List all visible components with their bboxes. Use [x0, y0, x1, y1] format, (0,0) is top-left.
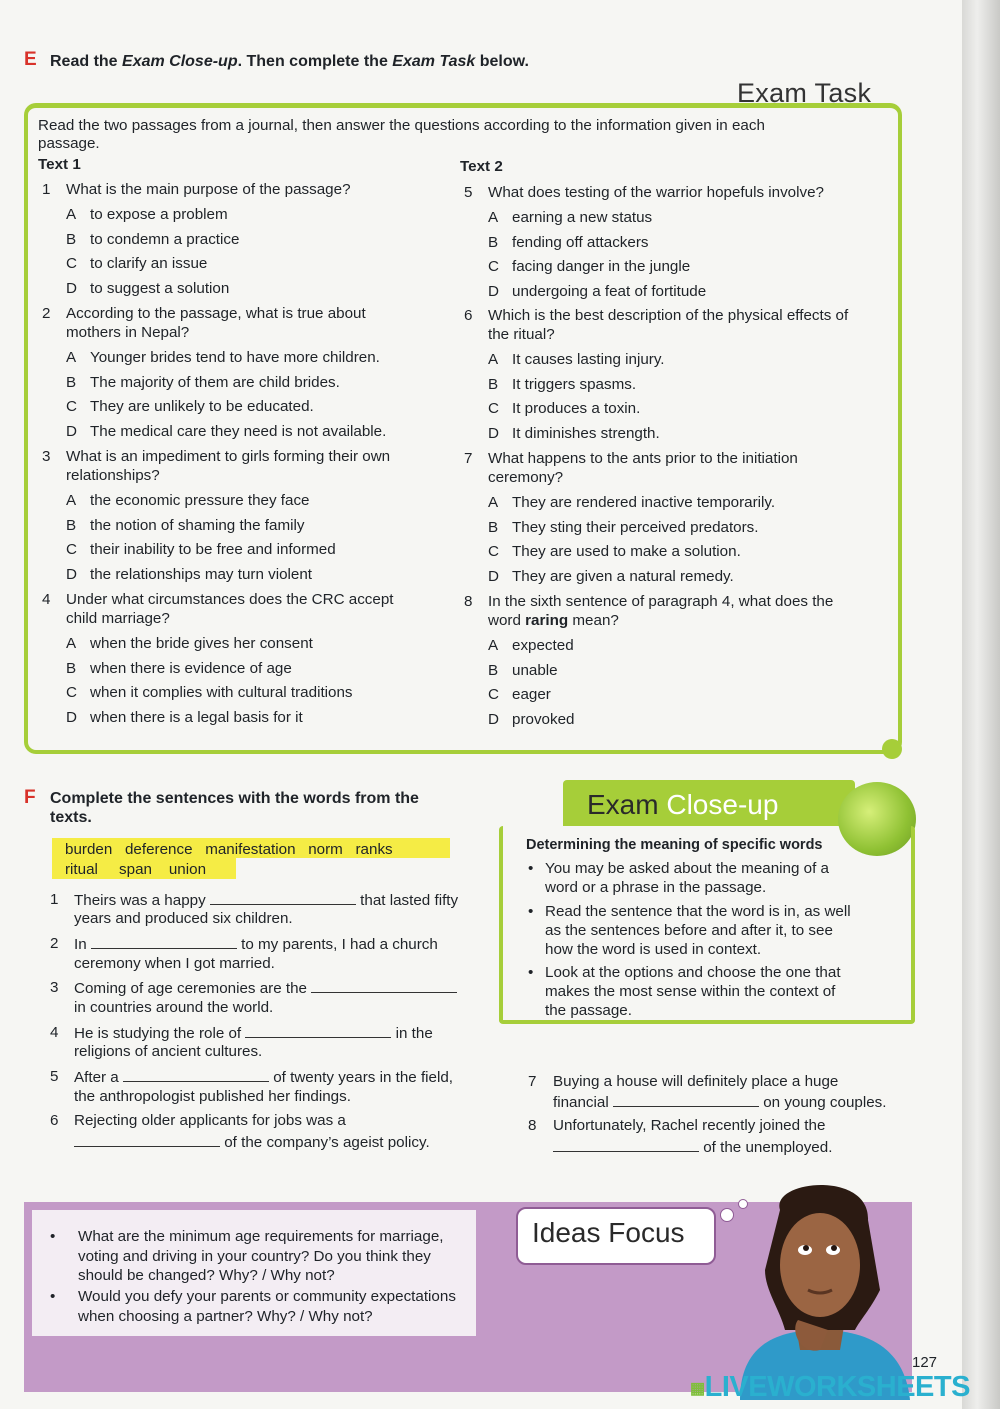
question-stem-text: relationships?: [66, 467, 160, 484]
option-letter: D: [488, 425, 499, 443]
option-text: It causes lasting injury.: [512, 351, 665, 368]
question-6-option-c[interactable]: [488, 399, 640, 418]
question-2-option-b[interactable]: [66, 373, 340, 392]
option-letter: A: [488, 209, 499, 226]
question-3-stem: [66, 447, 390, 466]
instr-text: . Then complete the: [237, 53, 393, 70]
option-text: the relationships may turn violent: [90, 566, 313, 584]
question-2-stem: [66, 323, 189, 342]
question-stem-text: the ritual?: [488, 326, 555, 343]
sentence-8-line2: [553, 1137, 832, 1157]
sentence-2-line2: ceremony when I got married.: [74, 955, 275, 972]
instr-text: below.: [475, 53, 529, 70]
bullet-icon: •: [528, 860, 534, 877]
option-text: It produces a toxin.: [512, 400, 641, 418]
blank-input[interactable]: [553, 1137, 699, 1152]
question-2-option-c[interactable]: [66, 397, 314, 416]
option-letter: B: [66, 230, 77, 248]
option-letter: B: [488, 661, 499, 679]
ideas-bullet-text: Would you defy your parents or community expectations: [78, 1288, 456, 1305]
option-text: It diminishes strength.: [512, 425, 660, 443]
question-2-stem: [66, 304, 366, 323]
section-e-letter: E: [24, 49, 37, 70]
blank-input[interactable]: [74, 1132, 220, 1147]
question-4-option-a[interactable]: [66, 634, 313, 653]
question-8-option-c[interactable]: [488, 685, 551, 704]
sentence-text: Coming of age ceremonies are the: [74, 980, 308, 997]
sentence-3-line2: in countries around the world.: [74, 999, 274, 1016]
closeup-bullet-text: word or a phrase in the passage.: [545, 879, 767, 896]
word-ritual: ritual: [65, 861, 98, 878]
sentence-text: in the: [395, 1025, 433, 1042]
option-letter: B: [66, 516, 77, 534]
option-text: They are unlikely to be educated.: [90, 398, 314, 416]
closeup-title-part2: Close-up: [666, 789, 779, 820]
word-burden: burden: [65, 841, 113, 858]
option-letter: C: [488, 258, 499, 276]
question-stem-text: mean?: [568, 612, 619, 629]
option-letter: C: [488, 543, 499, 561]
option-text: to clarify an issue: [90, 255, 208, 273]
question-3-option-b[interactable]: [66, 516, 304, 535]
question-number: 5: [464, 184, 473, 201]
ideas-bullet-text: should be changed? Why? / Why not?: [78, 1267, 335, 1284]
question-stem-text: According to the passage, what is true about: [66, 305, 366, 322]
exam-task-intro-2: passage.: [38, 135, 100, 152]
option-text: expected: [512, 637, 574, 654]
sentence-text: of the unemployed.: [703, 1139, 833, 1156]
word-bank-line2: [65, 860, 206, 879]
thinking-person-image: [720, 1170, 920, 1400]
page-edge: [962, 0, 1000, 1409]
blank-input[interactable]: [210, 890, 356, 905]
option-letter: C: [488, 686, 499, 704]
option-text: unable: [512, 661, 558, 679]
question-stem-text: In the sixth sentence of paragraph 4, what does the: [488, 593, 834, 610]
question-4-option-c[interactable]: [66, 683, 353, 702]
logo-icon: ▦: [690, 1380, 705, 1398]
sentence-text: In: [74, 936, 87, 953]
option-letter: D: [66, 280, 77, 298]
ideas-bullet-text: when choosing a partner? Why? / Why not?: [78, 1307, 373, 1325]
section-f-instruction-2: texts.: [50, 809, 92, 826]
question-1-stem: [66, 180, 351, 199]
closeup-title-part1: Exam: [587, 789, 667, 820]
sentence-num: 8: [528, 1117, 537, 1134]
closeup-bullet-text: as the sentences before and after it, to see: [545, 922, 833, 939]
closeup-bullet-text: Look at the options and choose the one that: [545, 964, 841, 981]
sentence-text: on young couples.: [763, 1094, 887, 1111]
option-text: when there is evidence of age: [90, 659, 292, 677]
option-letter: C: [66, 541, 77, 559]
question-1-option-a[interactable]: [66, 205, 228, 224]
question-7-stem: [488, 468, 563, 487]
option-letter: D: [66, 566, 77, 584]
sentence-1-line2: years and produced six children.: [74, 910, 293, 927]
sentence-text: of twenty years in the field,: [273, 1069, 454, 1086]
question-6-option-a[interactable]: [488, 350, 665, 369]
target-word: raring: [525, 612, 569, 629]
question-4-option-d[interactable]: [66, 708, 303, 727]
option-text: eager: [512, 686, 551, 704]
text2-label: Text 2: [460, 158, 503, 175]
sentence-text: of the company’s ageist policy.: [224, 1134, 430, 1151]
bullet-icon: •: [50, 1228, 56, 1245]
question-7-option-a[interactable]: [488, 493, 775, 512]
option-letter: A: [488, 494, 499, 511]
sentence-text: that lasted fifty: [360, 892, 459, 909]
option-text: the economic pressure they face: [90, 492, 310, 509]
question-stem-text: child marriage?: [66, 610, 170, 627]
option-text: facing danger in the jungle: [512, 258, 691, 276]
sentence-text: After a: [74, 1069, 119, 1086]
text1-label: Text 1: [38, 156, 81, 173]
word-manifestation: manifestation: [205, 841, 296, 858]
question-7-option-b[interactable]: [488, 518, 759, 537]
question-3-stem: [66, 466, 160, 485]
option-text: the notion of shaming the family: [90, 516, 305, 534]
option-letter: A: [66, 492, 77, 509]
option-text: to expose a problem: [90, 206, 228, 223]
question-1-option-b[interactable]: [66, 230, 239, 249]
instr-em-task: Exam Task: [392, 53, 476, 70]
question-6-stem: [488, 306, 848, 325]
option-letter: A: [66, 349, 77, 366]
page-number: 127: [912, 1354, 938, 1371]
question-5-option-d[interactable]: [488, 282, 706, 301]
option-letter: A: [488, 637, 499, 654]
question-number: 3: [42, 448, 51, 465]
sentence-num: 5: [50, 1068, 59, 1085]
instr-text: Read the: [50, 53, 123, 70]
question-8-stem: [488, 592, 833, 611]
option-text: when it complies with cultural traditions: [90, 684, 353, 702]
question-6-stem: [488, 325, 555, 344]
question-8-option-d[interactable]: [488, 710, 574, 729]
liveworksheets-logo[interactable]: [690, 1371, 970, 1404]
word-union: union: [168, 861, 207, 878]
sentence-1-line1: [74, 890, 458, 910]
question-8-option-b[interactable]: [488, 661, 558, 680]
blank-input[interactable]: [91, 934, 237, 949]
option-text: fending off attackers: [512, 233, 649, 251]
question-5-option-c[interactable]: [488, 257, 690, 276]
option-text: undergoing a feat of fortitude: [512, 283, 707, 301]
ideas-focus-title: Ideas Focus: [532, 1217, 685, 1248]
sentence-3-line1: [74, 978, 457, 998]
question-7-option-d[interactable]: [488, 567, 734, 586]
option-letter: D: [488, 283, 499, 301]
exam-task-title: Exam Task: [737, 78, 872, 108]
question-1-option-c[interactable]: [66, 254, 207, 273]
bullet-icon: •: [528, 903, 534, 920]
option-text: They are used to make a solution.: [512, 543, 741, 561]
word-deference: deference: [124, 841, 193, 858]
question-stem-text: word: [488, 612, 526, 629]
question-stem-text: mothers in Nepal?: [66, 324, 190, 341]
sentence-6-line2: [74, 1132, 430, 1152]
bullet-icon: •: [50, 1288, 56, 1305]
question-number: 6: [464, 307, 473, 324]
option-letter: A: [66, 206, 77, 223]
question-4-stem: [66, 609, 170, 628]
question-stem-text: What happens to the ants prior to the initiation: [488, 450, 798, 467]
option-letter: D: [488, 568, 499, 586]
question-5-option-a[interactable]: [488, 208, 652, 227]
option-text: their inability to be free and informed: [90, 541, 336, 559]
option-text: It triggers spasms.: [512, 375, 637, 393]
option-text: The majority of them are child brides.: [90, 373, 340, 391]
question-6-option-d[interactable]: [488, 424, 660, 443]
option-letter: C: [66, 684, 77, 702]
question-4-stem: [66, 590, 394, 609]
sentence-text: financial: [553, 1094, 609, 1111]
question-stem-text: Under what circumstances does the CRC accept: [66, 591, 394, 608]
sentence-5-line1: [74, 1067, 453, 1087]
exam-closeup-heading: Determining the meaning of specific words: [526, 837, 823, 853]
option-letter: B: [488, 233, 499, 251]
option-text: They are given a natural remedy.: [512, 568, 734, 586]
question-3-option-c[interactable]: [66, 540, 336, 559]
question-4-option-b[interactable]: [66, 659, 292, 678]
option-text: They sting their perceived predators.: [512, 518, 759, 536]
ideas-bullet-text: What are the minimum age requirements for marriage,: [78, 1228, 444, 1245]
question-number: 1: [42, 181, 51, 198]
option-text: when there is a legal basis for it: [90, 709, 303, 727]
question-3-option-a[interactable]: [66, 491, 310, 510]
word-ranks: ranks: [355, 841, 393, 858]
exam-task-dot: [882, 739, 902, 759]
option-letter: C: [66, 255, 77, 273]
question-number: 7: [464, 450, 473, 467]
question-2-option-a[interactable]: [66, 348, 380, 367]
option-letter: C: [66, 398, 77, 416]
sentence-text: Theirs was a happy: [74, 892, 206, 909]
option-letter: B: [66, 373, 77, 391]
sentence-num: 1: [50, 891, 59, 908]
option-letter: A: [66, 635, 77, 652]
option-text: The medical care they need is not available.: [90, 423, 387, 441]
sentence-num: 4: [50, 1024, 59, 1041]
question-7-option-c[interactable]: [488, 542, 741, 561]
section-f-instruction-1: Complete the sentences with the words from the: [50, 790, 419, 807]
question-2-option-d[interactable]: [66, 422, 386, 441]
question-7-stem: [488, 449, 798, 468]
question-stem-text: What does testing of the warrior hopefuls involve?: [488, 184, 824, 201]
option-text: provoked: [512, 711, 575, 729]
question-stem-text: What is an impediment to girls forming their own: [66, 448, 391, 465]
sentence-num: 7: [528, 1073, 537, 1090]
closeup-bullet-text: makes the most sense within the context of: [545, 983, 836, 1000]
blank-input[interactable]: [245, 1023, 391, 1038]
question-8-option-a[interactable]: [488, 636, 574, 655]
blank-input[interactable]: [123, 1067, 269, 1082]
exam-closeup-title: [587, 789, 778, 821]
logo-prefix: LIVE: [704, 1371, 768, 1403]
sentence-5-line2: the anthropologist published her findings.: [74, 1088, 351, 1105]
question-stem-text: Which is the best description of the physical effects of: [488, 307, 849, 324]
sentence-7-line2: [553, 1092, 886, 1112]
option-text: They are rendered inactive temporarily.: [512, 494, 776, 511]
option-text: earning a new status: [512, 209, 653, 226]
question-number: 2: [42, 305, 51, 322]
bullet-icon: •: [528, 964, 534, 981]
sentence-4-line1: [74, 1023, 433, 1043]
sentence-num: 6: [50, 1112, 59, 1129]
sentence-text: He is studying the role of: [74, 1025, 242, 1042]
question-number: 8: [464, 593, 473, 610]
word-bank-line1: [65, 840, 393, 859]
option-letter: D: [488, 711, 499, 729]
closeup-bullet-text: how the word is used in context.: [545, 941, 762, 958]
ideas-bullet-text: voting and driving in your country? Do you think they: [78, 1247, 431, 1265]
option-text: when the bride gives her consent: [90, 635, 313, 652]
blank-input[interactable]: [613, 1092, 759, 1107]
question-stem-text: What is the main purpose of the passage?: [66, 181, 351, 198]
question-5-option-b[interactable]: [488, 233, 649, 252]
question-stem-text: ceremony?: [488, 469, 564, 486]
exam-task-intro-1: Read the two passages from a journal, then answer the questions according to the information given in each: [38, 117, 765, 134]
closeup-bullet-text: You may be asked about the meaning of a: [545, 860, 829, 877]
word-norm: norm: [308, 841, 343, 858]
sentence-num: 3: [50, 979, 59, 996]
section-f-letter: F: [24, 787, 36, 808]
blank-input[interactable]: [311, 978, 457, 993]
instr-em-closeup: Exam Close-up: [122, 53, 238, 70]
closeup-bullet-text: the passage.: [545, 1002, 632, 1019]
option-text: Younger brides tend to have more children.: [90, 349, 380, 366]
question-6-option-b[interactable]: [488, 375, 636, 394]
sentence-6-line1: Rejecting older applicants for jobs was a: [74, 1112, 346, 1129]
option-letter: C: [488, 400, 499, 418]
sentence-num: 2: [50, 935, 59, 952]
question-number: 4: [42, 591, 51, 608]
option-text: to condemn a practice: [90, 230, 240, 248]
logo-suffix: WORKSHEETS: [767, 1371, 970, 1403]
sentence-2-line1: [74, 934, 438, 954]
option-letter: B: [488, 375, 499, 393]
question-1-option-d[interactable]: [66, 279, 229, 298]
option-letter: D: [66, 423, 77, 441]
sentence-8-line1: Unfortunately, Rachel recently joined the: [553, 1117, 826, 1134]
sentence-text: to my parents, I had a church: [241, 936, 438, 953]
option-letter: B: [488, 518, 499, 536]
option-letter: B: [66, 659, 77, 677]
sentence-4-line2: religions of ancient cultures.: [74, 1043, 263, 1060]
section-e-instruction: [50, 53, 529, 71]
closeup-bullet-text: Read the sentence that the word is in, as well: [545, 903, 851, 920]
option-letter: A: [488, 351, 499, 368]
question-8-stem: [488, 611, 619, 630]
option-text: to suggest a solution: [90, 280, 230, 298]
sentence-7-line1: Buying a house will definitely place a huge: [553, 1073, 839, 1090]
option-letter: D: [66, 709, 77, 727]
word-span: span: [119, 861, 152, 878]
question-3-option-d[interactable]: [66, 565, 312, 584]
question-5-stem: [488, 183, 824, 202]
